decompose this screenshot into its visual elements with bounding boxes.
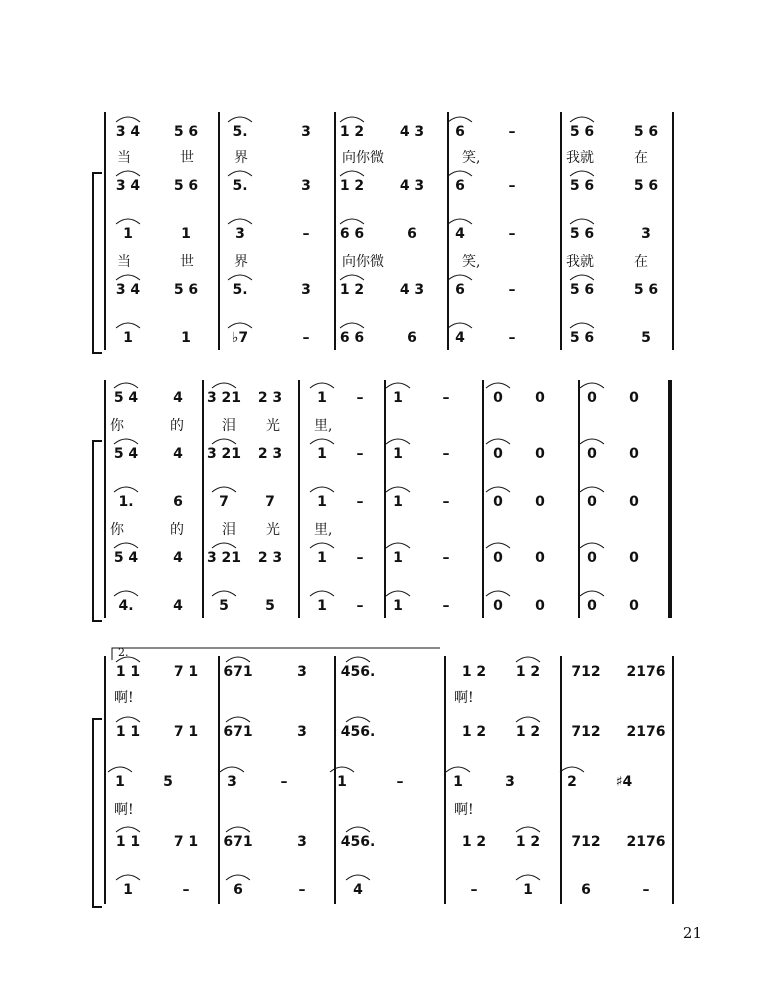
jianpu-note: 671 xyxy=(223,664,253,680)
jianpu-note: – xyxy=(508,282,516,298)
jianpu-note: – xyxy=(356,390,364,406)
slur xyxy=(580,439,604,444)
slur xyxy=(114,543,138,548)
jianpu-note: 6 xyxy=(407,330,417,346)
slur xyxy=(580,487,604,492)
slur xyxy=(226,827,250,832)
slur xyxy=(212,439,236,444)
slur xyxy=(570,117,594,122)
slur xyxy=(516,875,540,880)
slur xyxy=(212,591,236,596)
slur xyxy=(310,591,334,596)
barline xyxy=(444,656,446,904)
jianpu-note: 2176 xyxy=(626,834,666,850)
jianpu-note: 1 xyxy=(123,882,133,898)
jianpu-note: 1 xyxy=(123,226,133,242)
slur xyxy=(486,543,510,548)
jianpu-note: 6 xyxy=(455,124,465,140)
jianpu-note: – xyxy=(470,882,478,898)
lyric-syllable: 啊! xyxy=(454,690,474,706)
lyric-syllable: 向你微 xyxy=(342,150,384,166)
lyric-syllable: 的 xyxy=(170,522,184,538)
jianpu-note: 1 xyxy=(317,598,327,614)
jianpu-note: 2176 xyxy=(626,664,666,680)
jianpu-note: 0 xyxy=(629,494,639,510)
jianpu-note: – xyxy=(508,178,516,194)
jianpu-note: 712 xyxy=(571,834,601,850)
lyric-syllable: 的 xyxy=(170,418,184,434)
lyric-syllable: 笑, xyxy=(462,150,481,166)
barline xyxy=(104,656,106,904)
jianpu-note: 1 xyxy=(115,774,125,790)
jianpu-note: 4 xyxy=(173,446,183,462)
slur xyxy=(310,383,334,388)
jianpu-note: 5 6 xyxy=(569,282,595,298)
slur xyxy=(486,487,510,492)
barline xyxy=(104,380,106,618)
lyric-syllable: 你 xyxy=(110,522,124,538)
slur xyxy=(212,487,236,492)
barline xyxy=(560,656,562,904)
system-brace xyxy=(92,440,102,622)
barline xyxy=(482,380,484,618)
jianpu-note: 671 xyxy=(223,834,253,850)
jianpu-note: 1 2 xyxy=(515,834,541,850)
slur xyxy=(340,323,364,328)
jianpu-note: 5. xyxy=(232,178,248,194)
jianpu-note: 456. xyxy=(340,664,376,680)
jianpu-note: 7 xyxy=(265,494,275,510)
jianpu-note: 4 xyxy=(173,598,183,614)
jianpu-note: 456. xyxy=(340,724,376,740)
lyric-syllable: 里, xyxy=(314,522,333,538)
lyric-syllable: 在 xyxy=(634,150,648,166)
jianpu-note: 1 2 xyxy=(461,834,487,850)
jianpu-note: 4 xyxy=(173,550,183,566)
jianpu-note: 3 xyxy=(297,834,307,850)
lyric-syllable: 我就 xyxy=(566,254,594,270)
jianpu-note: 1 xyxy=(393,446,403,462)
barline xyxy=(672,112,674,350)
jianpu-note: 2 3 xyxy=(257,390,283,406)
slur xyxy=(448,275,472,280)
jianpu-note: 3 4 xyxy=(115,178,141,194)
jianpu-note: – xyxy=(298,882,306,898)
jianpu-note: 0 xyxy=(629,598,639,614)
jianpu-note: 1 1 xyxy=(115,834,141,850)
lyric-syllable: 笑, xyxy=(462,254,481,270)
jianpu-note: 5 6 xyxy=(569,330,595,346)
slur xyxy=(340,275,364,280)
jianpu-note: 3 21 xyxy=(206,390,242,406)
lyric-syllable: 在 xyxy=(634,254,648,270)
jianpu-note: 3 4 xyxy=(115,124,141,140)
jianpu-note: – xyxy=(442,390,450,406)
jianpu-note: 3 21 xyxy=(206,446,242,462)
slur xyxy=(116,827,140,832)
jianpu-note: 5 6 xyxy=(569,178,595,194)
jianpu-note: 5 6 xyxy=(633,124,659,140)
jianpu-note: 0 xyxy=(493,494,503,510)
jianpu-note: 5 6 xyxy=(569,226,595,242)
slur xyxy=(228,275,252,280)
jianpu-note: ♯4 xyxy=(615,774,633,790)
slur xyxy=(340,219,364,224)
jianpu-note: 2 3 xyxy=(257,550,283,566)
slur xyxy=(116,275,140,280)
slur xyxy=(116,117,140,122)
jianpu-note: 6 6 xyxy=(339,226,365,242)
jianpu-note: 3 xyxy=(301,282,311,298)
jianpu-note: 4 xyxy=(455,226,465,242)
jianpu-note: 3 xyxy=(301,124,311,140)
jianpu-note: 0 xyxy=(493,598,503,614)
jianpu-note: 6 xyxy=(407,226,417,242)
system-brace xyxy=(92,718,102,908)
jianpu-note: 0 xyxy=(493,446,503,462)
slur xyxy=(346,827,370,832)
jianpu-note: 0 xyxy=(587,598,597,614)
jianpu-note: – xyxy=(356,598,364,614)
lyric-syllable: 光 xyxy=(266,522,280,538)
jianpu-note: 5. xyxy=(232,282,248,298)
jianpu-note: – xyxy=(508,226,516,242)
lyric-syllable: 泪 xyxy=(222,522,236,538)
jianpu-note: 1 2 xyxy=(515,664,541,680)
jianpu-note: 1 2 xyxy=(339,178,365,194)
slur xyxy=(310,543,334,548)
slur xyxy=(516,827,540,832)
jianpu-note: 0 xyxy=(493,390,503,406)
jianpu-note: 5 xyxy=(219,598,229,614)
page-number: 21 xyxy=(682,924,702,942)
slur xyxy=(448,171,472,176)
slur xyxy=(310,439,334,444)
jianpu-note: 5 4 xyxy=(113,390,139,406)
jianpu-note: – xyxy=(442,446,450,462)
barline xyxy=(447,112,449,350)
barline xyxy=(384,380,386,618)
slur xyxy=(386,383,410,388)
slur xyxy=(580,383,604,388)
slur xyxy=(580,543,604,548)
lyric-syllable: 向你微 xyxy=(342,254,384,270)
slur xyxy=(116,171,140,176)
jianpu-note: 0 xyxy=(535,550,545,566)
jianpu-note: 3 xyxy=(641,226,651,242)
jianpu-note: 0 xyxy=(629,390,639,406)
jianpu-note: 1. xyxy=(118,494,134,510)
slur xyxy=(516,657,540,662)
barline xyxy=(104,112,106,350)
jianpu-note: 3 xyxy=(297,724,307,740)
jianpu-note: 7 1 xyxy=(173,664,199,680)
slur xyxy=(486,591,510,596)
slur xyxy=(116,323,140,328)
jianpu-note: 4 3 xyxy=(399,282,425,298)
slur xyxy=(114,591,138,596)
lyric-syllable: 我就 xyxy=(566,150,594,166)
jianpu-note: 6 xyxy=(233,882,243,898)
jianpu-note: 0 xyxy=(493,550,503,566)
jianpu-note: 0 xyxy=(535,390,545,406)
jianpu-note: 1 xyxy=(181,330,191,346)
jianpu-note: 0 xyxy=(587,550,597,566)
barline xyxy=(668,380,672,618)
lyric-syllable: 界 xyxy=(234,254,248,270)
jianpu-note: 1 2 xyxy=(515,724,541,740)
slur xyxy=(340,117,364,122)
lyric-syllable: 你 xyxy=(110,418,124,434)
jianpu-note: 1 2 xyxy=(461,724,487,740)
jianpu-note: 4 xyxy=(455,330,465,346)
jianpu-note: 6 xyxy=(455,178,465,194)
jianpu-note: 1 xyxy=(393,598,403,614)
jianpu-note: 6 6 xyxy=(339,330,365,346)
volta-bracket xyxy=(112,648,440,660)
jianpu-note: – xyxy=(442,494,450,510)
jianpu-note: 4 3 xyxy=(399,124,425,140)
slur xyxy=(226,657,250,662)
jianpu-note: 5 6 xyxy=(633,178,659,194)
jianpu-note: 5. xyxy=(232,124,248,140)
jianpu-note: – xyxy=(442,550,450,566)
jianpu-note: – xyxy=(182,882,190,898)
jianpu-note: 1 2 xyxy=(461,664,487,680)
slur xyxy=(226,875,250,880)
lyric-syllable: 界 xyxy=(234,150,248,166)
lyric-syllable: 啊! xyxy=(114,802,134,818)
jianpu-note: 1 xyxy=(393,550,403,566)
slur xyxy=(486,383,510,388)
slur xyxy=(570,323,594,328)
slur xyxy=(228,219,252,224)
barline xyxy=(202,380,204,618)
jianpu-note: 2 3 xyxy=(257,446,283,462)
lyric-syllable: 当 xyxy=(117,150,131,166)
jianpu-note: 1 xyxy=(337,774,347,790)
jianpu-note: 7 1 xyxy=(173,834,199,850)
slur xyxy=(346,717,370,722)
jianpu-note: 3 4 xyxy=(115,282,141,298)
jianpu-note: 1 xyxy=(453,774,463,790)
jianpu-note: – xyxy=(280,774,288,790)
slur xyxy=(570,219,594,224)
slur xyxy=(346,875,370,880)
jianpu-note: 0 xyxy=(587,446,597,462)
slur xyxy=(386,487,410,492)
jianpu-note: 4 3 xyxy=(399,178,425,194)
jianpu-note: 1 1 xyxy=(115,664,141,680)
slur xyxy=(486,439,510,444)
barline xyxy=(218,656,220,904)
jianpu-note: 3 xyxy=(235,226,245,242)
jianpu-note: 7 1 xyxy=(173,724,199,740)
jianpu-note: 5 xyxy=(163,774,173,790)
slur xyxy=(228,171,252,176)
slur xyxy=(228,117,252,122)
jianpu-note: 2 xyxy=(567,774,577,790)
barline xyxy=(560,112,562,350)
slur xyxy=(116,717,140,722)
jianpu-note: – xyxy=(302,226,310,242)
system-brace xyxy=(92,172,102,354)
barline xyxy=(218,112,220,350)
jianpu-note: 5 xyxy=(641,330,651,346)
slur xyxy=(226,717,250,722)
barline xyxy=(334,656,336,904)
barline xyxy=(298,380,300,618)
jianpu-note: 5 4 xyxy=(113,550,139,566)
lyric-syllable: 世 xyxy=(180,254,194,270)
slur xyxy=(386,439,410,444)
jianpu-note: 3 21 xyxy=(206,550,242,566)
jianpu-note: 5 6 xyxy=(173,178,199,194)
jianpu-note: 5 6 xyxy=(569,124,595,140)
jianpu-note: 3 xyxy=(227,774,237,790)
jianpu-note: 5 xyxy=(265,598,275,614)
jianpu-note: 6 xyxy=(581,882,591,898)
jianpu-note: – xyxy=(508,124,516,140)
jianpu-note: 1 2 xyxy=(339,282,365,298)
jianpu-note: – xyxy=(642,882,650,898)
jianpu-note: 1 xyxy=(393,390,403,406)
slur xyxy=(116,219,140,224)
slur xyxy=(228,323,252,328)
slur xyxy=(516,717,540,722)
jianpu-note: ♭7 xyxy=(231,330,249,346)
jianpu-note: 5 6 xyxy=(633,282,659,298)
jianpu-note: 1 1 xyxy=(115,724,141,740)
jianpu-note: 712 xyxy=(571,724,601,740)
slur xyxy=(448,219,472,224)
jianpu-note: 0 xyxy=(587,390,597,406)
slur xyxy=(448,323,472,328)
jianpu-note: 1 xyxy=(123,330,133,346)
jianpu-note: 456. xyxy=(340,834,376,850)
jianpu-note: 0 xyxy=(535,446,545,462)
slur xyxy=(212,383,236,388)
jianpu-note: 712 xyxy=(571,664,601,680)
jianpu-note: 6 xyxy=(455,282,465,298)
jianpu-note: – xyxy=(302,330,310,346)
slur xyxy=(580,591,604,596)
lyric-syllable: 当 xyxy=(117,254,131,270)
jianpu-note: 0 xyxy=(535,494,545,510)
slur xyxy=(114,383,138,388)
slur xyxy=(310,487,334,492)
lyric-syllable: 泪 xyxy=(222,418,236,434)
slur xyxy=(386,591,410,596)
slur xyxy=(114,487,138,492)
slur xyxy=(220,767,244,772)
slur xyxy=(116,875,140,880)
jianpu-note: 1 xyxy=(317,494,327,510)
jianpu-note: 1 xyxy=(393,494,403,510)
lyric-syllable: 里, xyxy=(314,418,333,434)
jianpu-note: 7 xyxy=(219,494,229,510)
lyric-syllable: 光 xyxy=(266,418,280,434)
jianpu-note: 3 xyxy=(301,178,311,194)
jianpu-note: 1 xyxy=(317,446,327,462)
lyric-syllable: 啊! xyxy=(114,690,134,706)
jianpu-note: 5 4 xyxy=(113,446,139,462)
jianpu-note: 4 xyxy=(173,390,183,406)
slur xyxy=(560,767,584,772)
barline xyxy=(334,112,336,350)
jianpu-note: 0 xyxy=(587,494,597,510)
jianpu-note: – xyxy=(356,494,364,510)
jianpu-note: – xyxy=(356,446,364,462)
barline xyxy=(578,380,580,618)
jianpu-note: 1 xyxy=(523,882,533,898)
jianpu-note: 671 xyxy=(223,724,253,740)
lyric-syllable: 世 xyxy=(180,150,194,166)
jianpu-note: 4 xyxy=(353,882,363,898)
lyric-syllable: 啊! xyxy=(454,802,474,818)
jianpu-note: 0 xyxy=(629,550,639,566)
slur xyxy=(340,171,364,176)
slur xyxy=(346,657,370,662)
jianpu-note: 3 xyxy=(297,664,307,680)
jianpu-note: 1 xyxy=(181,226,191,242)
jianpu-note: 1 2 xyxy=(339,124,365,140)
jianpu-note: 1 xyxy=(317,550,327,566)
slur xyxy=(570,275,594,280)
slur xyxy=(570,171,594,176)
slur xyxy=(212,543,236,548)
slur xyxy=(448,117,472,122)
barline xyxy=(672,656,674,904)
slur xyxy=(108,767,132,772)
jianpu-note: – xyxy=(356,550,364,566)
jianpu-note: – xyxy=(508,330,516,346)
jianpu-note: 0 xyxy=(629,446,639,462)
slur xyxy=(446,767,470,772)
jianpu-note: 5 6 xyxy=(173,282,199,298)
jianpu-note: 2176 xyxy=(626,724,666,740)
jianpu-note: – xyxy=(442,598,450,614)
jianpu-note: 3 xyxy=(505,774,515,790)
jianpu-note: 0 xyxy=(535,598,545,614)
jianpu-note: – xyxy=(396,774,404,790)
jianpu-note: 1 xyxy=(317,390,327,406)
slur xyxy=(386,543,410,548)
volta-label: 2. xyxy=(118,646,129,659)
jianpu-note: 6 xyxy=(173,494,183,510)
jianpu-note: 5 6 xyxy=(173,124,199,140)
slur xyxy=(114,439,138,444)
jianpu-note: 4. xyxy=(118,598,134,614)
